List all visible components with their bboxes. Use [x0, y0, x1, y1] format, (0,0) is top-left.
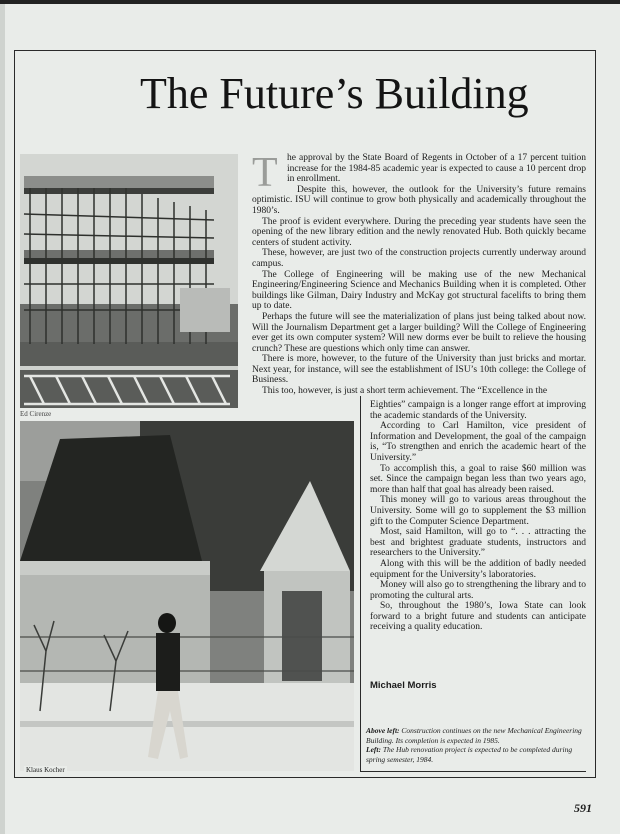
photo-credit-top: Ed Cirenze	[20, 410, 52, 418]
hub-renovation-photo	[20, 421, 354, 771]
paragraph: This money will go to various areas throughout the University. Some will go to supplement the $3 million gift to the Computer Science Department.	[370, 495, 586, 527]
byline: Michael Morris	[370, 680, 437, 691]
paragraph: These, however, are just two of the construction projects currently underway around campus.	[252, 248, 586, 269]
paragraph: Despite this, however, the outlook for the University’s future remains optimistic. ISU will continue to grow both physically and academically throughout the 1980’s.	[252, 184, 586, 216]
article-column-1	[252, 150, 586, 397]
construction-photo	[20, 154, 238, 408]
top-bar	[0, 0, 620, 4]
article-column-2	[370, 400, 586, 633]
paragraph: Eighties” campaign is a longer range effort at improving the academic standards of the University.	[370, 400, 586, 421]
paragraph: To accomplish this, a goal to raise $60 million was set. Since the campaign began less than two years ago, more than half that goal has already been raised.	[370, 463, 586, 495]
paragraph: So, throughout the 1980’s, Iowa State can look forward to a bright future and students can anticipate receiving a quality education.	[370, 601, 586, 633]
photo-caption	[366, 726, 586, 764]
paragraph: The proof is evident everywhere. During the preceding year students have seen the opening of the new library edition and the newly renovated Hub. Both quickly became centers of student activity.	[252, 216, 586, 248]
column-divider	[360, 396, 361, 772]
bottom-rule	[360, 771, 586, 772]
caption-text-left: The Hub renovation project is expected to be completed during spring semester, 1984.	[366, 745, 573, 764]
paragraph: Along with this will be the addition of badly needed equipment for the University’s laboratories.	[370, 558, 586, 580]
paragraph: This too, however, is just a short term achievement. The “Excellence in the	[262, 386, 548, 397]
paragraph: There is more, however, to the future of the University than just bricks and mortar. Next year, for instance, will see the establishment of ISU’s 10th college: the College of Business.	[252, 354, 586, 386]
photo-credit-bottom: Klaus Kocher	[26, 766, 65, 774]
page-title: The Future’s Building	[140, 69, 529, 118]
caption-label-left: Left:	[366, 745, 381, 755]
caption-text-above-left: Construction continues on the new Mechanical Engineering Building. Its completion is expected in 1985.	[366, 726, 582, 745]
paragraph: Perhaps the future will see the materialization of plans just being talked about now. Will the Journalism Department get a larger building? Will the College of Engineering ever get its own computer system? Will new dorms ever be built to relieve the housing crunch? These are questions which only time can answer.	[252, 311, 586, 354]
page-edge	[0, 0, 5, 834]
paragraph: Money will also go to strengthening the library and to promoting the cultural arts.	[370, 580, 586, 601]
paragraph: Most, said Hamilton, will go to “. . . attracting the best and brightest graduate students, instructors and researchers to the University.”	[370, 527, 586, 559]
paragraph: he approval by the State Board of Regents in October of a 17 percent tuition increase for the 1984-85 academic year is expected to cause a 10 percent drop in enrollment.	[287, 153, 586, 185]
paragraph: The College of Engineering will be making use of the new Mechanical Engineering/Engineering Science and Mechanics Building when it is completed. Other buildings like Gilman, Dairy Industry and McKay got structural facelifts to bring them up to date.	[252, 269, 586, 312]
caption-label-above-left: Above left:	[366, 726, 400, 735]
page-number: 591	[574, 801, 592, 815]
drop-cap: T	[252, 150, 278, 196]
paragraph: According to Carl Hamilton, vice president of Information and Development, the goal of the campaign is, “To strengthen and enrich the academic heart of the University.”	[370, 421, 586, 463]
